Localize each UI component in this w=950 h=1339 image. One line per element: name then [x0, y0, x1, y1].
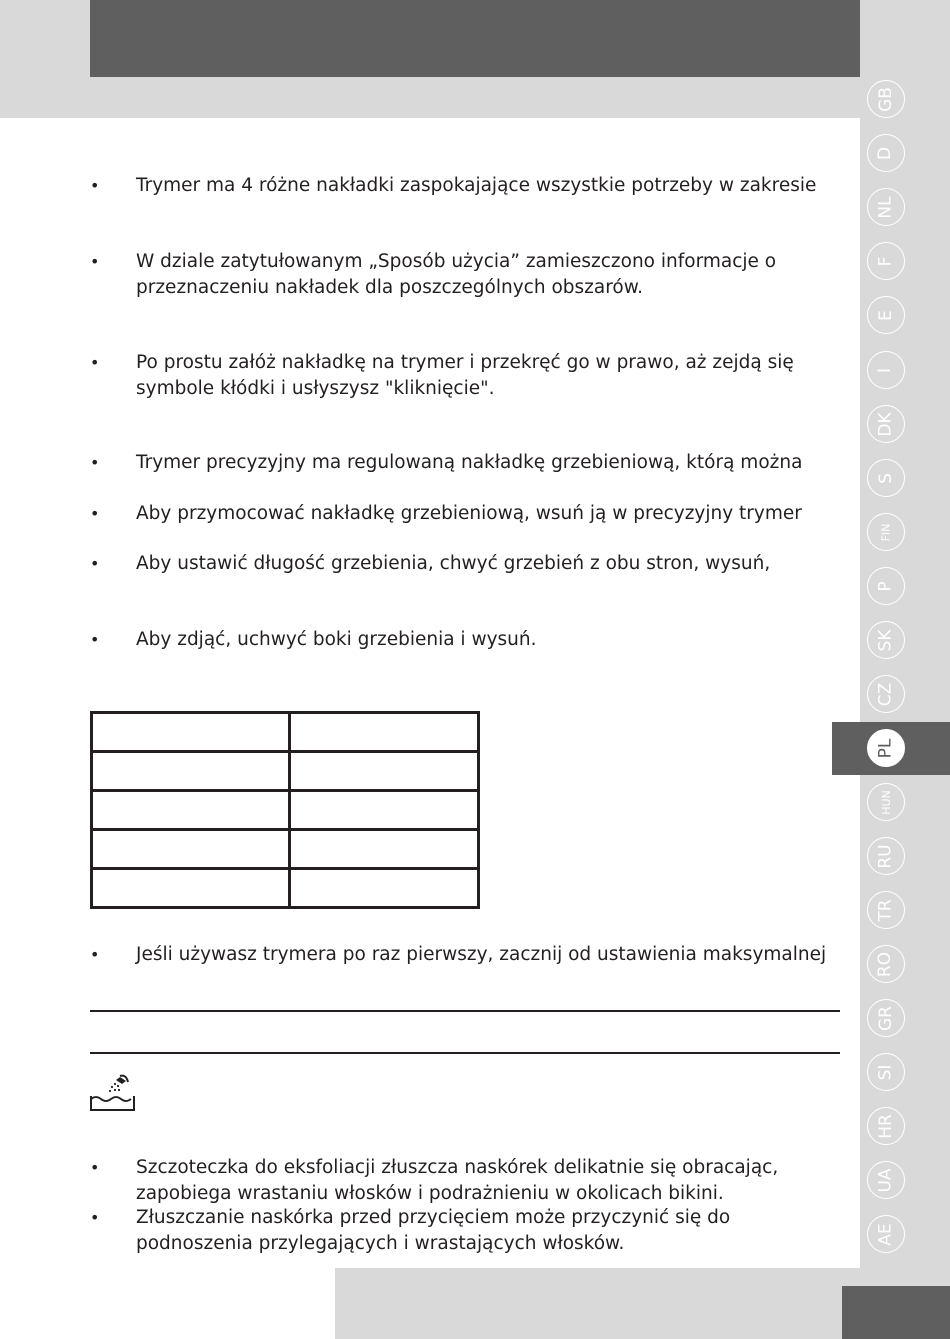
text-line: Trymer ma 4 różne nakładki zaspokajające wszystkie potrzeby w zakresie	[136, 175, 817, 196]
bullet-marker: •	[90, 176, 100, 195]
language-tab-ru[interactable]	[867, 837, 905, 875]
text-line: Aby zdjąć, uchwyć boki grzebienia i wysuń.	[136, 629, 537, 650]
table-cell	[92, 791, 290, 830]
language-tab-label: PL	[875, 738, 896, 758]
text-line: symbole kłódki i usłyszysz "kliknięcie".	[136, 377, 495, 399]
table-row	[92, 713, 479, 752]
language-tab-sk[interactable]	[867, 621, 905, 659]
language-tab-ro[interactable]	[867, 945, 905, 983]
table-cell	[290, 752, 479, 791]
language-tab-fin[interactable]	[867, 513, 905, 551]
language-tab-ua[interactable]	[867, 1161, 905, 1199]
language-tab-label: DK	[875, 411, 896, 437]
table-row	[92, 830, 479, 869]
language-tab-i[interactable]	[867, 351, 905, 389]
instruction-item	[136, 249, 836, 300]
bullet-marker: •	[90, 1158, 100, 1177]
language-tab-e[interactable]	[867, 296, 905, 334]
language-tab-ae[interactable]	[867, 1215, 905, 1253]
footer-band	[335, 1268, 860, 1339]
comb-length-table	[90, 711, 480, 909]
language-tab-label: RU	[875, 843, 896, 869]
language-tab-gb[interactable]	[867, 80, 905, 118]
table-row	[92, 791, 479, 830]
bullet-marker: •	[90, 630, 100, 649]
language-tab-label: GR	[875, 1005, 896, 1031]
divider-line	[90, 1052, 840, 1054]
language-tab-label: I	[875, 367, 896, 373]
bullet-marker: •	[90, 554, 100, 573]
exfoliation-item	[136, 1205, 836, 1256]
table-cell	[290, 830, 479, 869]
language-tab-label: SK	[875, 629, 896, 651]
language-tab-list	[860, 72, 950, 1272]
table-cell	[290, 791, 479, 830]
table-cell	[92, 869, 290, 908]
bullet-marker: •	[90, 453, 100, 472]
bullet-marker: •	[90, 504, 100, 523]
language-tab-f[interactable]	[867, 242, 905, 280]
text-line: W dziale zatytułowanym „Sposób użycia” zamieszczono informacje o	[136, 251, 777, 272]
language-tab-label: S	[875, 472, 896, 484]
text-line: podnoszenia przylegających i wrastających włosków.	[136, 1232, 625, 1254]
text-line: Szczoteczka do eksfoliacji złuszcza naskórek delikatnie się obracając,	[136, 1157, 779, 1178]
text-line: Aby ustawić długość grzebienia, chwyć grzebień z obu stron, wysuń,	[136, 553, 771, 574]
table-cell	[92, 830, 290, 869]
language-tab-tr[interactable]	[867, 891, 905, 929]
language-tab-label: SI	[875, 1064, 896, 1080]
instruction-item	[136, 173, 836, 199]
first-use-note: Jeśli używasz trymera po raz pierwszy, zacznij od ustawienia maksymalnej	[136, 944, 827, 965]
language-tab-label: FIN	[879, 523, 893, 541]
bullet-marker: •	[90, 945, 100, 964]
language-tab-label: CZ	[875, 682, 896, 706]
language-tab-pl[interactable]	[867, 729, 905, 767]
table-cell	[92, 752, 290, 791]
exfoliation-item	[136, 1155, 836, 1206]
instruction-item	[136, 450, 836, 476]
language-tab-gr[interactable]	[867, 999, 905, 1037]
language-tab-label: E	[875, 309, 896, 321]
shower-water-icon	[88, 1072, 136, 1114]
language-tab-label: P	[875, 580, 896, 592]
page-number-block	[842, 1286, 950, 1339]
text-line: przeznaczeniu nakładek dla poszczególnych obszarów.	[136, 276, 644, 298]
instruction-item	[136, 501, 836, 527]
table-cell	[92, 713, 290, 752]
language-tab-label: GB	[875, 86, 896, 112]
bullet-marker: •	[90, 252, 100, 271]
instruction-item	[136, 350, 836, 401]
language-tab-label: HUN	[879, 789, 893, 815]
table-cell	[290, 869, 479, 908]
language-tab-label: F	[875, 256, 896, 266]
language-tab-p[interactable]	[867, 567, 905, 605]
language-tab-s[interactable]	[867, 459, 905, 497]
language-tab-si[interactable]	[867, 1053, 905, 1091]
table-cell	[290, 713, 479, 752]
language-tab-nl[interactable]	[867, 188, 905, 226]
bullet-marker: •	[90, 353, 100, 372]
language-tab-cz[interactable]	[867, 675, 905, 713]
text-line: Aby przymocować nakładkę grzebieniową, wsuń ją w precyzyjny trymer	[136, 503, 802, 524]
bullet-marker: •	[90, 1208, 100, 1227]
text-line: zapobiega wrastaniu włosków i podrażnieniu w okolicach bikini.	[136, 1182, 724, 1204]
language-tab-label: HR	[875, 1113, 896, 1139]
table-row	[92, 869, 479, 908]
language-tab-label: TR	[875, 898, 896, 922]
divider-line	[90, 1010, 840, 1012]
header-title-bar	[90, 0, 860, 77]
language-tab-label: D	[875, 146, 896, 160]
language-tab-hr[interactable]	[867, 1107, 905, 1145]
language-tab-label: NL	[875, 195, 896, 219]
instruction-item	[136, 551, 836, 577]
text-line: Po prostu załóż nakładkę na trymer i przekręć go w prawo, aż zejdą się	[136, 352, 794, 373]
language-tab-label: UA	[875, 1167, 896, 1193]
table-row	[92, 752, 479, 791]
language-tab-dk[interactable]	[867, 405, 905, 443]
language-tab-label: AE	[875, 1222, 896, 1246]
language-tab-label: RO	[875, 951, 896, 977]
language-tab-d[interactable]	[867, 134, 905, 172]
text-line: Trymer precyzyjny ma regulowaną nakładkę grzebieniową, którą można	[136, 452, 803, 473]
language-tab-hun[interactable]	[867, 783, 905, 821]
text-line: Złuszczanie naskórka przed przycięciem może przyczynić się do	[136, 1207, 731, 1228]
instruction-item	[136, 627, 836, 653]
